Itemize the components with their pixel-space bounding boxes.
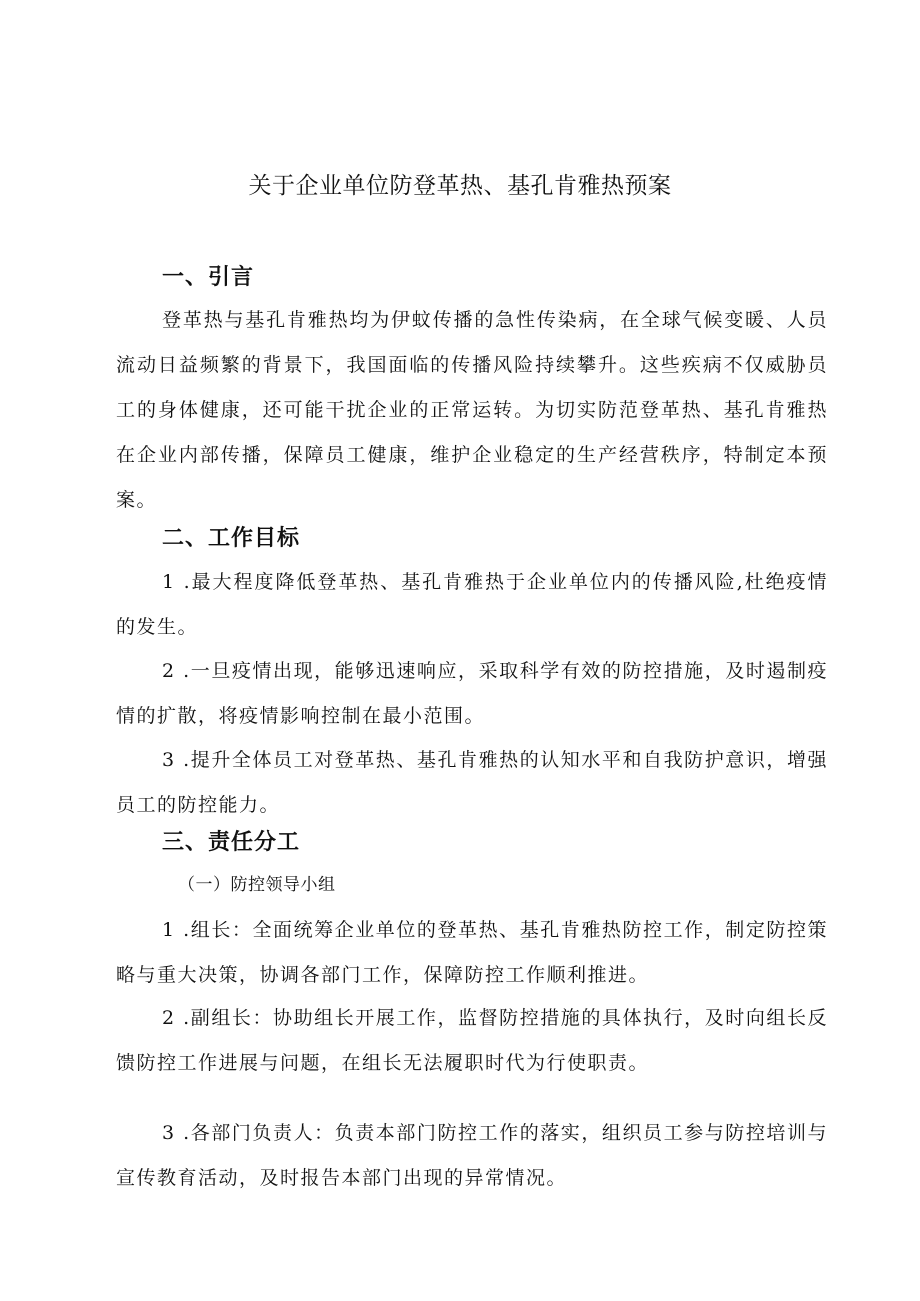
section-heading-responsibilities: 三、责任分工 (162, 830, 301, 855)
goal-item-3: 3 .提升全体员工对登革热、基孔肯雅热的认知水平和自我防护意识，增强员工的防控能力。 (116, 749, 828, 816)
document-title: 关于企业单位防登革热、基孔肯雅热预案 (248, 173, 672, 199)
intro-paragraph: 登革热与基孔肯雅热均为伊蚊传播的急性传染病，在全球气候变暖、人员流动日益频繁的背景下，我国面临的传播风险持续攀升。这些疾病不仅威胁员工的身体健康，还可能干扰企业的正常运转。为切实防范登革热、基孔肯雅热在企业内部传播，保障员工健康，维护企业稳定的生产经营秩序，特制定本预案。 (116, 309, 828, 511)
subheading-leadership-group: （一）防控领导小组 (178, 875, 336, 895)
section-heading-goals: 二、工作目标 (162, 526, 301, 551)
section-heading-intro: 一、引言 (162, 265, 255, 290)
responsibility-item-1: 1 .组长：全面统筹企业单位的登革热、基孔肯雅热防控工作，制定防控策略与重大决策，协调各部门工作，保障防控工作顺利推进。 (116, 919, 828, 986)
responsibility-item-2: 2 .副组长：协助组长开展工作，监督防控措施的具体执行，及时向组长反馈防控工作进展与问题，在组长无法履职时代为行使职责。 (116, 1007, 828, 1074)
goal-item-1: 1 .最大程度降低登革热、基孔肯雅热于企业单位内的传播风险,杜绝疫情的发生。 (116, 571, 828, 638)
responsibility-item-3: 3 .各部门负责人：负责本部门防控工作的落实，组织员工参与防控培训与宣传教育活动，及时报告本部门出现的异常情况。 (116, 1122, 828, 1189)
goal-item-2: 2 .一旦疫情出现，能够迅速响应，采取科学有效的防控措施，及时遏制疫情的扩散，将疫情影响控制在最小范围。 (116, 660, 828, 727)
